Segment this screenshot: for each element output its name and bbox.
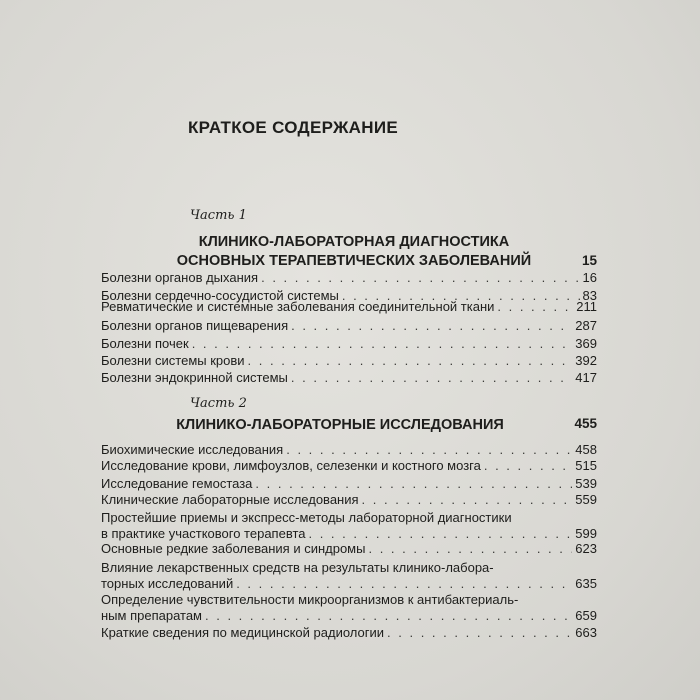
toc-entry-title: Клинические лабораторные исследования <box>101 492 359 507</box>
leader-dots <box>248 353 573 369</box>
toc-entry-title: Основные редкие заболевания и синдромы <box>101 541 366 556</box>
leader-dots <box>497 299 573 315</box>
leader-dots <box>291 370 572 386</box>
toc-entry[interactable] <box>101 336 597 352</box>
toc-entry-page: 539 <box>575 476 597 491</box>
part-2-label: Часть 2 <box>190 396 247 411</box>
part-1-title-line-1: КЛИНИКО-ЛАБОРАТОРНАЯ ДИАГНОСТИКА <box>198 234 510 250</box>
toc-entry[interactable] <box>101 476 597 492</box>
toc-entry-page: 83 <box>582 288 597 303</box>
toc-entry-title: Болезни органов дыхания <box>101 270 259 285</box>
toc-entry-page: 599 <box>575 526 597 541</box>
toc-entry-title: Краткие сведения по медицинской радиологии <box>101 625 385 640</box>
toc-entry[interactable] <box>101 318 597 334</box>
toc-entry-page: 16 <box>582 270 597 285</box>
toc-entry[interactable] <box>101 370 597 386</box>
toc-entry-title: в практике участкового терапевта <box>101 526 306 541</box>
page-title: КРАТКОЕ СОДЕРЖАНИЕ <box>188 118 398 137</box>
toc-entry-title: Ревматические и системные заболевания соединительной ткани <box>101 299 495 314</box>
toc-entry-title-line-1: Влияние лекарственных средств на результаты клинико-лабора- <box>101 560 494 575</box>
toc-entry-title: Болезни системы крови <box>101 353 245 368</box>
part-2-title <box>130 416 550 435</box>
toc-entry[interactable] <box>101 592 597 624</box>
toc-entry-title: ным препаратам <box>101 608 202 623</box>
leader-dots <box>362 492 573 508</box>
toc-entry-page: 559 <box>575 492 597 507</box>
toc-entry-title-line-1: Определение чувствительности микроорганизмов к антибактериаль- <box>101 592 519 607</box>
toc-entry-page: 663 <box>575 625 597 640</box>
part-2-page-number: 455 <box>574 416 597 431</box>
toc-entry[interactable] <box>101 492 597 508</box>
leader-dots <box>368 541 572 557</box>
leader-dots <box>261 270 579 286</box>
toc-entry[interactable] <box>101 541 597 557</box>
part-2-title-line: КЛИНИКО-ЛАБОРАТОРНЫЕ ИССЛЕДОВАНИЯ <box>176 417 504 433</box>
leader-dots <box>192 336 573 352</box>
toc-entry-page: 458 <box>575 442 597 457</box>
toc-entry-page: 635 <box>575 576 597 591</box>
toc-entry-page: 287 <box>575 318 597 333</box>
toc-entry[interactable] <box>101 625 597 641</box>
toc-entry-page: 623 <box>575 541 597 556</box>
toc-entry-title: Болезни органов пищеварения <box>101 318 289 333</box>
toc-entry-page: 417 <box>575 370 597 385</box>
leader-dots <box>205 608 572 624</box>
part-1-label: Часть 1 <box>190 208 247 223</box>
toc-entry[interactable] <box>101 458 597 474</box>
toc-entry-page: 659 <box>575 608 597 623</box>
leader-dots <box>255 476 572 492</box>
toc-entry[interactable] <box>101 442 597 458</box>
toc-entry-page: 211 <box>576 299 597 314</box>
part-1-title <box>134 233 574 271</box>
toc-entry[interactable] <box>101 510 597 542</box>
leader-dots <box>291 318 572 334</box>
toc-entry-title: Болезни почек <box>101 336 189 351</box>
toc-entry[interactable] <box>101 560 597 592</box>
toc-entry-page: 392 <box>575 353 597 368</box>
toc-entry[interactable] <box>101 270 597 286</box>
part-1-title-line-2: ОСНОВНЫХ ТЕРАПЕВТИЧЕСКИХ ЗАБОЛЕВАНИЙ <box>176 253 532 269</box>
toc-entry-title: Болезни эндокринной системы <box>101 370 288 385</box>
part-1-page-number: 15 <box>581 253 597 268</box>
toc-entry-title: Исследование крови, лимфоузлов, селезенки и костного мозга <box>101 458 481 473</box>
leader-dots <box>236 576 572 592</box>
leader-dots <box>387 625 572 641</box>
toc-entry-page: 369 <box>575 336 597 351</box>
toc-entry-title: торных исследований <box>101 576 234 591</box>
toc-entry-title: Болезни сердечно-сосудистой системы <box>101 288 339 303</box>
toc-entry-title-line-1: Простейшие приемы и экспресс-методы лабораторной диагностики <box>101 510 512 525</box>
leader-dots <box>286 442 572 458</box>
leader-dots <box>484 458 572 474</box>
toc-entry[interactable] <box>101 353 597 369</box>
leader-dots <box>308 526 572 542</box>
toc-entry[interactable] <box>101 299 597 315</box>
toc-entry-title: Исследование гемостаза <box>101 476 253 491</box>
toc-entry-page: 515 <box>575 458 597 473</box>
toc-entry-title: Биохимические исследования <box>101 442 284 457</box>
